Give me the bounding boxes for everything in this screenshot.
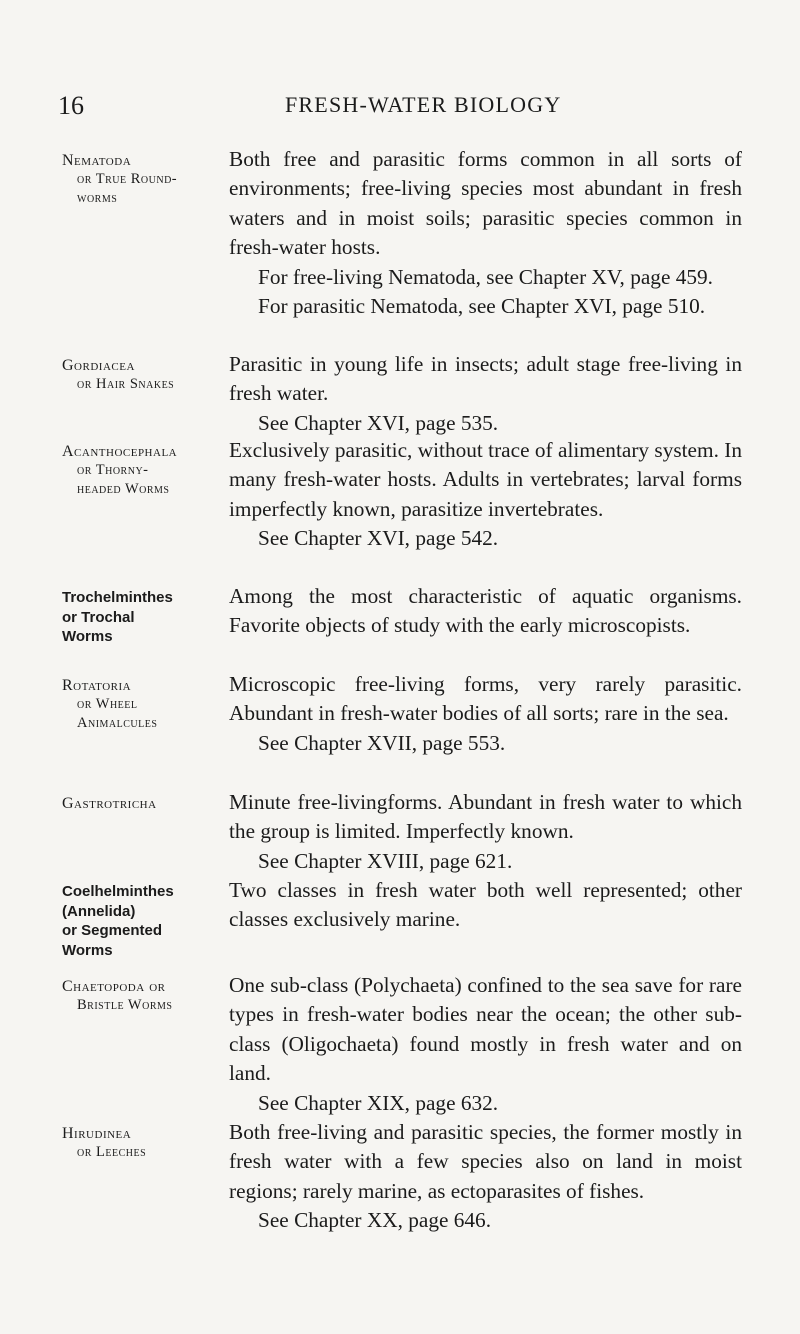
side-label — [62, 977, 222, 1015]
side-label-line: or Thorny- — [77, 462, 149, 478]
paragraph: Parasitic in young life in insects; adult stage free-living in fresh water. — [229, 352, 742, 406]
chapter-reference: See Chapter XVI, page 535. — [258, 410, 499, 435]
side-label-line: Hirudinea — [62, 1125, 132, 1142]
chapter-reference: See Chapter XVI, page 542. — [258, 526, 499, 551]
paragraph: Among the most characteristic of aquatic organisms. Favorite objects of study with the early microscopists. — [229, 584, 742, 638]
side-label-line: Rotatoria — [62, 677, 132, 694]
chapter-reference: For free-living Nematoda, see Chapter XV, page 459. — [258, 264, 713, 289]
side-label-line: or Hair Snakes — [77, 376, 175, 392]
side-label — [62, 356, 222, 394]
entry-body — [229, 1118, 742, 1236]
side-label-line: or True Round- — [77, 171, 178, 187]
entry-body — [229, 876, 742, 935]
page-header — [58, 91, 738, 121]
paragraph: Microscopic free-living forms, very rarely parasitic. Abundant in fresh-water bodies of all sorts; rare in the sea. — [229, 672, 742, 726]
paragraph: Minute free-livingforms. Abundant in fresh water to which the group is limited. Imperfectly known. — [229, 790, 742, 844]
group-heading — [62, 882, 222, 960]
entry-body — [229, 971, 742, 1118]
entry-body — [229, 788, 742, 876]
entry-body — [229, 436, 742, 554]
running-head: FRESH-WATER BIOLOGY — [285, 92, 562, 117]
group-heading-line: Worms — [62, 941, 113, 959]
paragraph: Both free and parasitic forms common in all sorts of environments; free-living species most abundant in fresh waters and in moist soils; parasitic species common in fresh-water hosts. — [229, 147, 742, 260]
group-heading-line: Worms — [62, 628, 113, 645]
paragraph: One sub-class (Polychaeta) confined to the sea save for rare types in fresh-water bodies near the ocean; the other sub-class (Oligochaeta) found mostly in fresh water and on land. — [229, 973, 742, 1086]
chapter-reference: See Chapter XX, page 646. — [258, 1208, 492, 1233]
side-label-line: worms — [77, 190, 118, 206]
page-number: 16 — [58, 91, 84, 120]
side-label-line: Nematoda — [62, 152, 132, 169]
paragraph: Exclusively parasitic, without trace of alimentary system. In many fresh-water hosts. Adults in vertebrates; larval forms imperfectly known, parasitize invertebrates. — [229, 438, 742, 521]
side-label-line: Animalcules — [77, 715, 158, 731]
group-heading-line: or Segmented — [62, 922, 163, 939]
entry-body — [229, 670, 742, 758]
side-label-line: or Wheel — [77, 696, 138, 712]
side-label — [62, 1124, 222, 1162]
side-label — [62, 794, 222, 813]
side-label — [62, 676, 222, 733]
paragraph: Both free-living and parasitic species, the former mostly in fresh water with a few species also on land in moist regions; rarely marine, as ectoparasites of fishes. — [229, 1120, 742, 1203]
side-label-line: Gastrotricha — [62, 795, 157, 812]
group-heading-line: Coelhelminthes — [62, 883, 174, 900]
chapter-reference: See Chapter XVIII, page 621. — [258, 848, 513, 873]
side-label-line: Gordiacea — [62, 357, 135, 374]
entry-body — [229, 582, 742, 641]
side-label-line: Acanthocephala — [62, 443, 178, 460]
chapter-reference: For parasitic Nematoda, see Chapter XVI, page 510. — [258, 294, 706, 319]
side-label — [62, 151, 222, 208]
group-heading — [62, 588, 222, 647]
chapter-reference: See Chapter XIX, page 632. — [258, 1090, 499, 1115]
chapter-reference: See Chapter XVII, page 553. — [258, 730, 506, 755]
group-heading-line: (Annelida) — [62, 902, 136, 920]
side-label-line: or Leeches — [77, 1144, 147, 1160]
entry-body — [229, 350, 742, 438]
group-heading-line: or Trochal — [62, 608, 135, 626]
side-label-line: headed Worms — [77, 481, 170, 497]
side-label-line: Bristle Worms — [77, 997, 173, 1013]
entry-body — [229, 145, 742, 321]
side-label — [62, 442, 222, 499]
paragraph: Two classes in fresh water both well represented; other classes exclusively marine. — [229, 878, 742, 932]
side-label-line: Chaetopoda or — [62, 978, 166, 995]
group-heading-line: Trochelminthes — [62, 589, 173, 606]
